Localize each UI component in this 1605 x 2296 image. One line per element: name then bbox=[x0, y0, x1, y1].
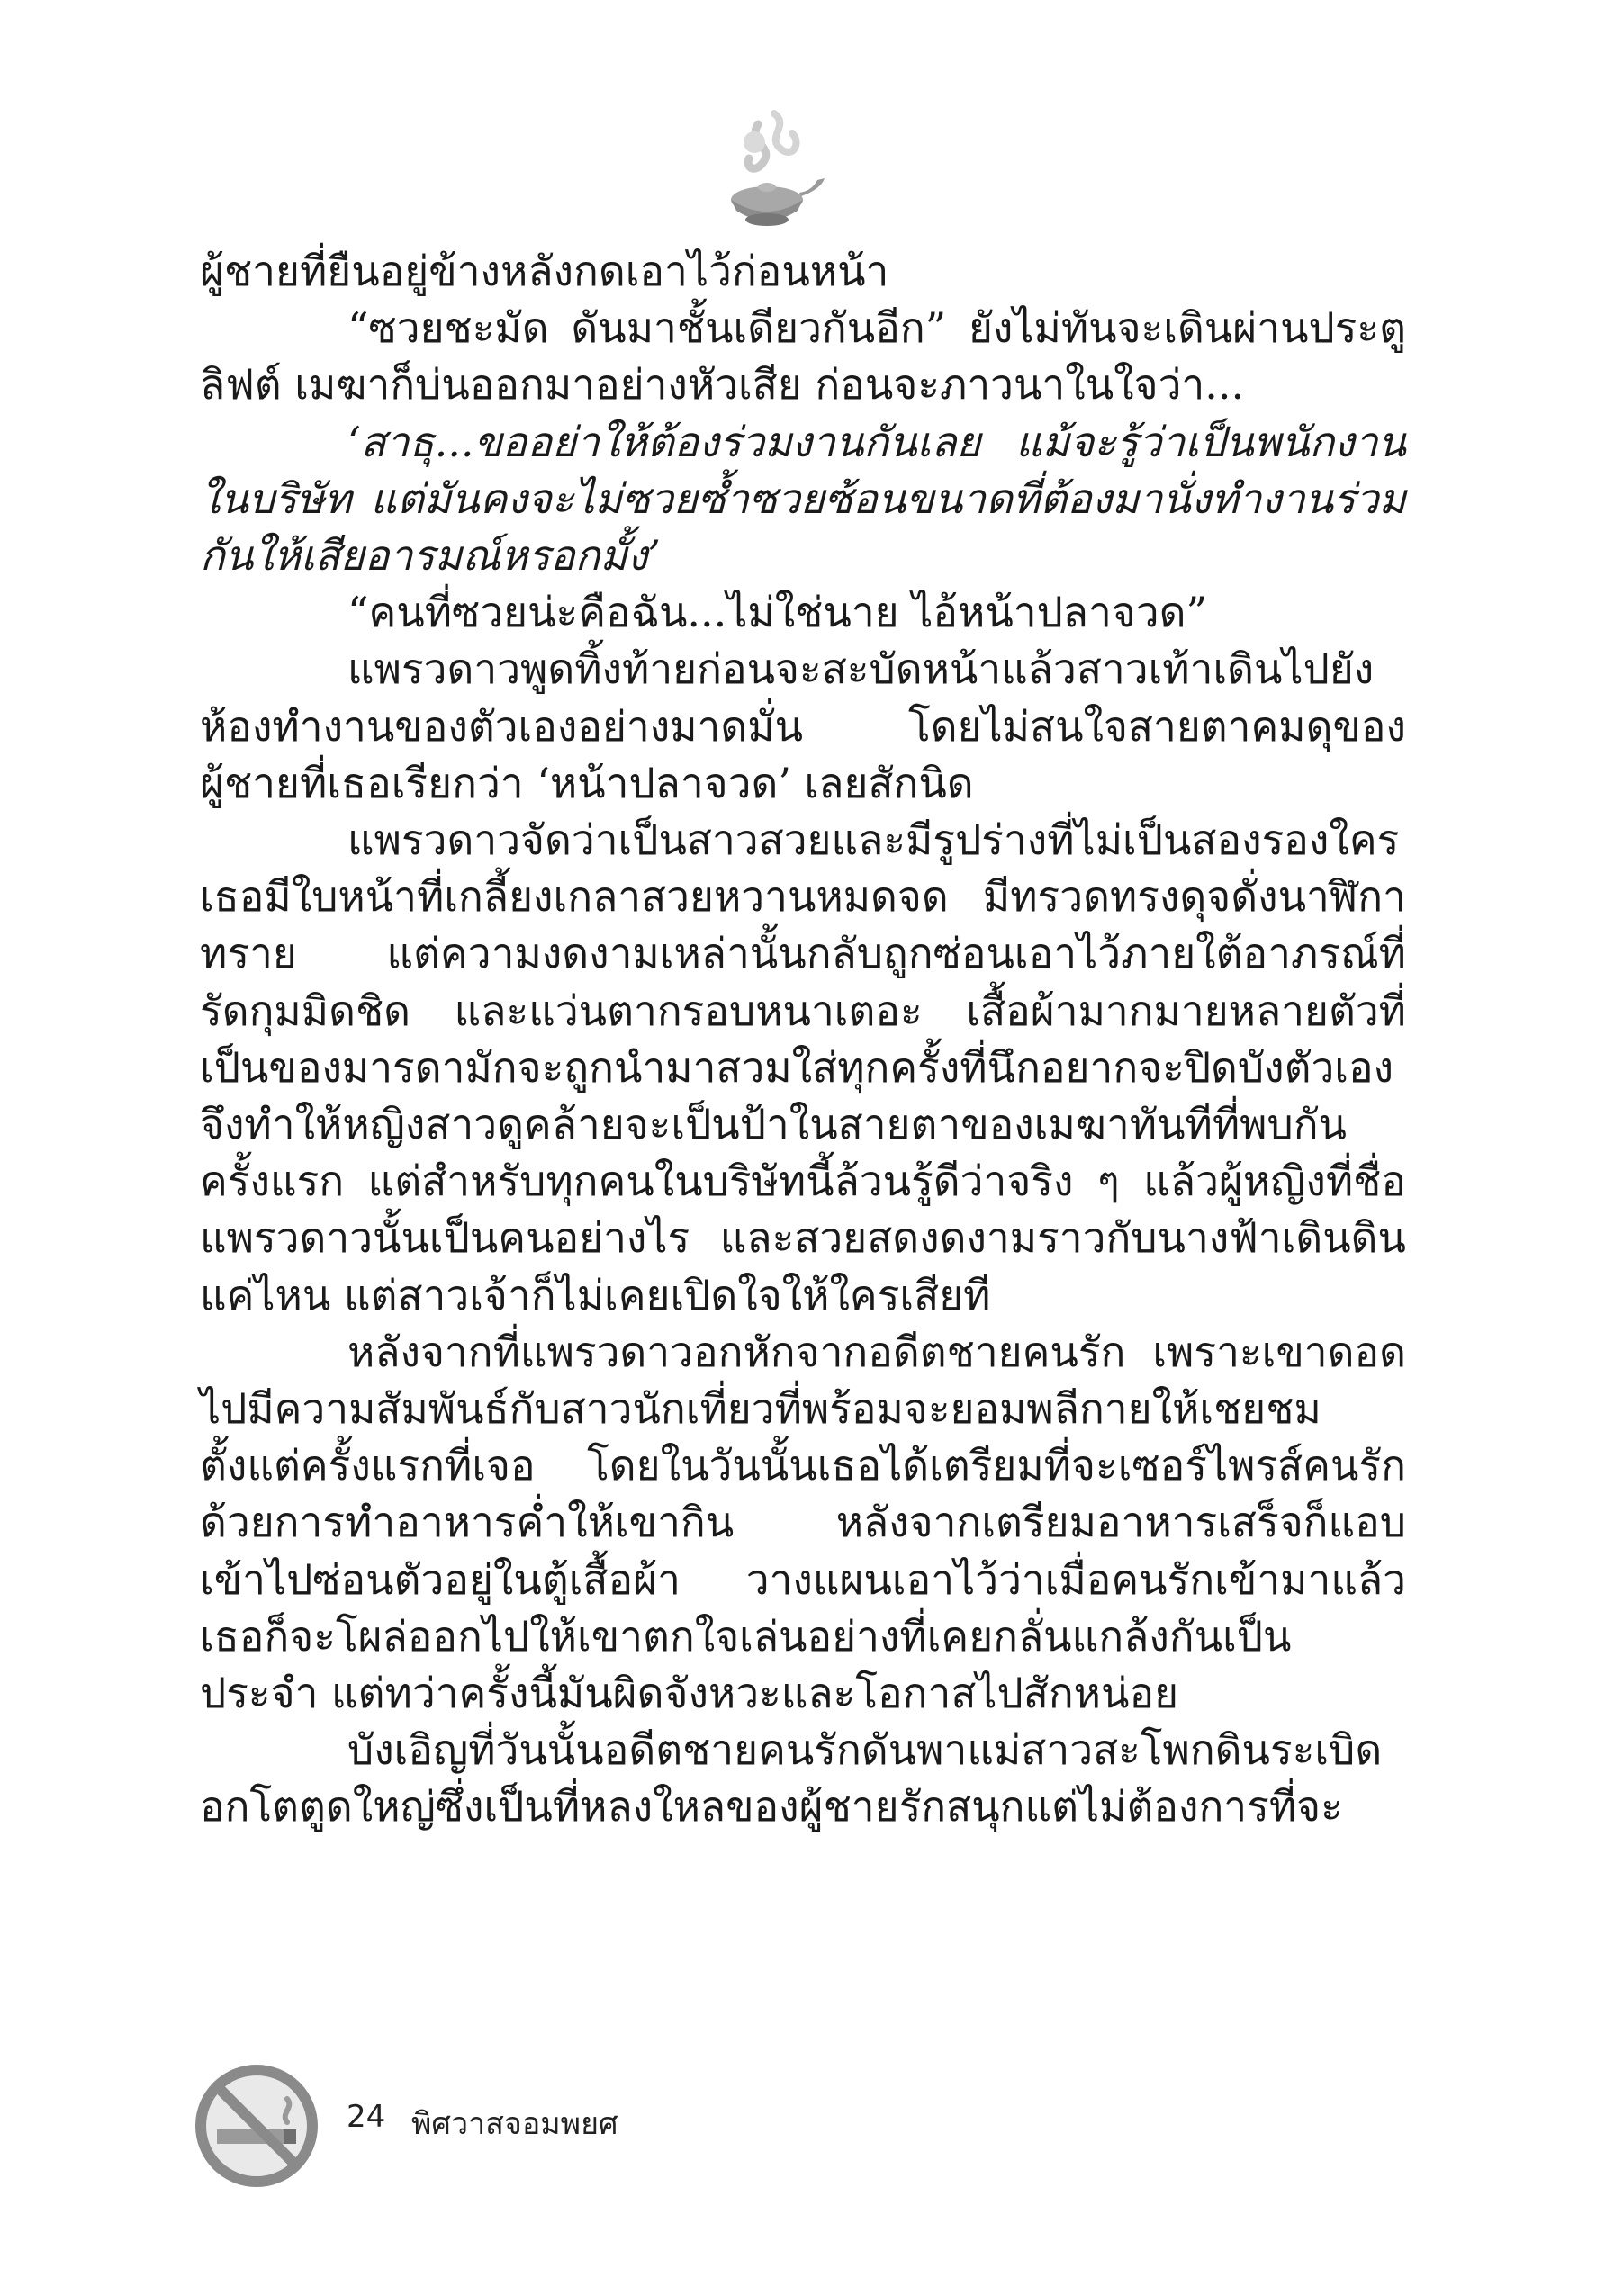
no-smoking-icon bbox=[194, 2063, 320, 2189]
body-text bbox=[200, 243, 1406, 1836]
paragraph: บังเอิญที่วันนั้นอดีตชายคนรักดันพาแม่สาวสะโพกดินระเบิดอกโตตูดใหญ่ซึ่งเป็นที่หลงใหลของผู้ชายรักสนุกแต่ไม่ต้องการที่จะ bbox=[200, 1725, 1383, 1832]
paragraph: ผู้ชายที่ยืนอยู่ข้างหลังกดเอาไว้ก่อนหน้า bbox=[200, 247, 889, 295]
paragraph: ‘สาธุ...ขออย่าให้ต้องร่วมงานกันเลย แม้จะรู้ว่าเป็นพนักงานในบริษัท แต่มันคงจะไม่ซวยซ้ำซวยซ้อนขนาดที่ต้องมานั่งทำงานร่วมกันให้เสียอารมณ์หรอกมั้ง’ bbox=[200, 417, 1406, 581]
paragraph: หลังจากที่แพรวดาวอกหักจากอดีตชายคนรัก เพราะเขาดอดไปมีความสัมพันธ์กับสาวนักเที่ยวที่พร้อมจะยอมพลีกายให้เชยชมตั้งแต่ครั้งแรกที่เจอ โดยในวันนั้นเธอได้เตรียมที่จะเซอร์ไพรส์คนรักด้วยการทำอาหารค่ำให้เขากิน หลังจากเตรียมอาหารเสร็จก็แอบเข้าไปซ่อนตัวอยู่ในตู้เสื้อผ้า วางแผนเอาไว้ว่าเมื่อคนรักเข้ามาแล้วเธอก็จะโผล่ออกไปให้เขาตกใจเล่นอย่างที่เคยกลั่นแกล้งกันเป็นประจำ แต่ทว่าครั้งนี้มันผิดจังหวะและโอกาสไปสักหน่อย bbox=[200, 1327, 1406, 1718]
page-number: 24 bbox=[347, 2099, 386, 2135]
page-footer bbox=[194, 2061, 734, 2205]
genie-lamp-icon bbox=[711, 106, 828, 241]
paragraph: แพรวดาวจัดว่าเป็นสาวสวยและมีรูปร่างที่ไม่เป็นสองรองใคร เธอมีใบหน้าที่เกลี้ยงเกลาสวยหวานหมดจด มีทรวดทรงดุจดั่งนาฬิกาทราย แต่ความงดงามเหล่านั้นกลับถูกซ่อนเอาไว้ภายใต้อาภรณ์ที่รัดกุมมิดชิด และแว่นตากรอบหนาเตอะ เสื้อผ้ามากมายหลายตัวที่เป็นของมารดามักจะถูกนำมาสวมใส่ทุกครั้งที่นึกอยากจะปิดบังตัวเอง จึงทำให้หญิงสาวดูคล้ายจะเป็นป้าในสายตาของเมฆาทันทีที่พบกันครั้งแรก แต่สำหรับทุกคนในบริษัทนี้ล้วนรู้ดีว่าจริง ๆ แล้วผู้หญิงที่ชื่อแพรวดาวนั้นเป็นคนอย่างไร และสวยสดงดงามราวกับนางฟ้าเดินดินแค่ไหน แต่สาวเจ้าก็ไม่เคยเปิดใจให้ใครเสียที bbox=[200, 815, 1406, 1319]
paragraph: “คนที่ซวยน่ะคือฉัน...ไม่ใช่นาย ไอ้หน้าปลาจวด” bbox=[347, 588, 1207, 637]
paragraph: “ซวยชะมัด ดันมาชั้นเดียวกันอีก” ยังไม่ทันจะเดินผ่านประตูลิฟต์ เมฆาก็บ่นออกมาอย่างหัวเสีย ก่อนจะภาวนาในใจว่า... bbox=[200, 303, 1406, 410]
book-title: พิศวาสจอมพยศ bbox=[411, 2106, 618, 2142]
paragraph: แพรวดาวพูดทิ้งท้ายก่อนจะสะบัดหน้าแล้วสาวเท้าเดินไปยังห้องทำงานของตัวเองอย่างมาดมั่น โดยไม่สนใจสายตาคมดุของผู้ชายที่เธอเรียกว่า ‘หน้าปลาจวด’ เลยสักนิด bbox=[200, 644, 1406, 807]
